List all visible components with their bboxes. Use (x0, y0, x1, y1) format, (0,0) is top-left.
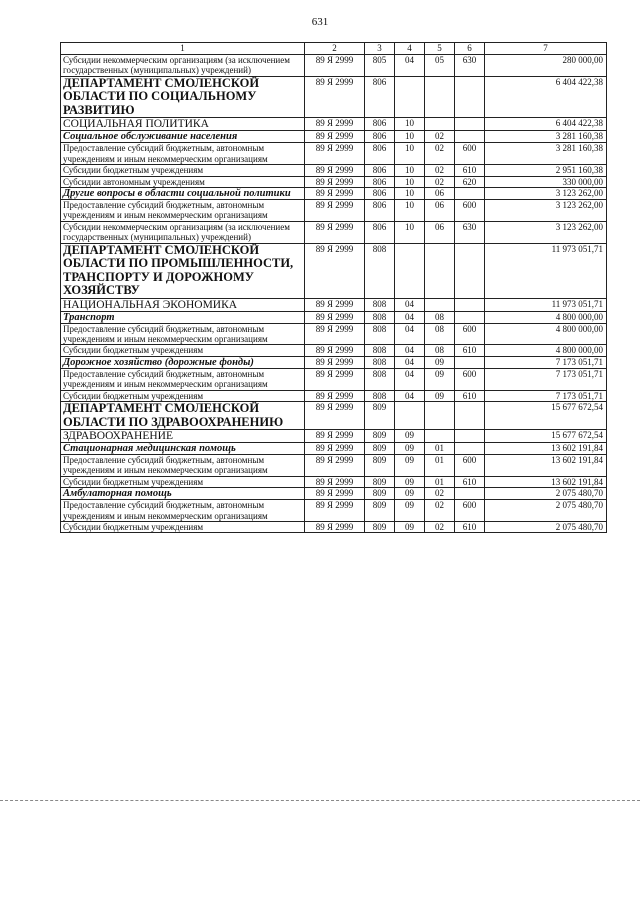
table-row (61, 176, 607, 187)
row-csr-cell: 89 Я 2999 (305, 356, 365, 368)
row-name-cell: ДЕПАРТАМЕНТ СМОЛЕНСКОЙ ОБЛАСТИ ПО СОЦИАЛЬНОМУ РАЗВИТИЮ (61, 76, 305, 118)
row-grbs-cell: 809 (365, 443, 395, 455)
row-csr-cell: 89 Я 2999 (305, 488, 365, 500)
table-row (61, 298, 607, 311)
row-vr-cell: 600 (455, 455, 485, 477)
row-name-cell: Предоставление субсидий бюджетным, автономным учреждениям и иным некоммерческим организациям (61, 323, 305, 345)
row-grbs-cell: 809 (365, 476, 395, 487)
row-pr-cell (425, 76, 455, 118)
row-vr-cell (455, 243, 485, 298)
row-amount-cell: 7 173 051,71 (485, 390, 607, 401)
row-rz-cell: 09 (395, 500, 425, 522)
row-csr-cell: 89 Я 2999 (305, 522, 365, 533)
row-csr-cell: 89 Я 2999 (305, 345, 365, 356)
row-rz-cell: 09 (395, 443, 425, 455)
row-vr-cell: 600 (455, 368, 485, 390)
header-cell: 6 (455, 43, 485, 55)
row-vr-cell (455, 131, 485, 143)
row-amount-cell: 2 951 160,38 (485, 165, 607, 176)
row-csr-cell: 89 Я 2999 (305, 131, 365, 143)
row-csr-cell: 89 Я 2999 (305, 455, 365, 477)
header-cell: 3 (365, 43, 395, 55)
row-rz-cell: 09 (395, 430, 425, 443)
row-amount-cell: 7 173 051,71 (485, 356, 607, 368)
row-amount-cell: 3 281 160,38 (485, 143, 607, 165)
row-name-cell: Субсидии бюджетным учреждениям (61, 390, 305, 401)
table-row (61, 76, 607, 118)
row-vr-cell: 610 (455, 165, 485, 176)
row-name-cell: Амбулаторная помощь (61, 488, 305, 500)
row-grbs-cell: 809 (365, 402, 395, 430)
row-grbs-cell: 808 (365, 368, 395, 390)
row-amount-cell: 15 677 672,54 (485, 430, 607, 443)
row-grbs-cell: 806 (365, 176, 395, 187)
header-cell: 7 (485, 43, 607, 55)
row-grbs-cell: 808 (365, 323, 395, 345)
row-amount-cell: 4 800 000,00 (485, 311, 607, 323)
row-pr-cell (425, 243, 455, 298)
row-amount-cell: 4 800 000,00 (485, 323, 607, 345)
table-row (61, 187, 607, 199)
row-pr-cell: 02 (425, 143, 455, 165)
row-amount-cell: 6 404 422,38 (485, 118, 607, 131)
row-pr-cell: 06 (425, 199, 455, 221)
row-name-cell: Субсидии некоммерческим организациям (за исключением государственных (муниципальных) учреждений) (61, 221, 305, 243)
row-vr-cell: 610 (455, 345, 485, 356)
row-vr-cell: 620 (455, 176, 485, 187)
row-name-cell: Дорожное хозяйство (дорожные фонды) (61, 356, 305, 368)
row-vr-cell (455, 298, 485, 311)
table-row (61, 390, 607, 401)
row-pr-cell: 02 (425, 176, 455, 187)
table-row (61, 500, 607, 522)
row-csr-cell: 89 Я 2999 (305, 143, 365, 165)
row-grbs-cell: 806 (365, 131, 395, 143)
row-grbs-cell: 806 (365, 187, 395, 199)
row-csr-cell: 89 Я 2999 (305, 76, 365, 118)
table-row (61, 165, 607, 176)
row-vr-cell (455, 430, 485, 443)
row-grbs-cell: 806 (365, 221, 395, 243)
row-name-cell: Предоставление субсидий бюджетным, автономным учреждениям и иным некоммерческим организациям (61, 199, 305, 221)
table-row (61, 476, 607, 487)
row-name-cell: Стационарная медицинская помощь (61, 443, 305, 455)
table-row (61, 323, 607, 345)
row-grbs-cell: 808 (365, 390, 395, 401)
row-name-cell: ЗДРАВООХРАНЕНИЕ (61, 430, 305, 443)
row-vr-cell (455, 187, 485, 199)
row-csr-cell: 89 Я 2999 (305, 118, 365, 131)
row-csr-cell: 89 Я 2999 (305, 176, 365, 187)
budget-table (60, 42, 607, 533)
row-grbs-cell: 806 (365, 165, 395, 176)
row-amount-cell: 280 000,00 (485, 55, 607, 77)
row-pr-cell (425, 402, 455, 430)
row-csr-cell: 89 Я 2999 (305, 368, 365, 390)
row-name-cell: Субсидии бюджетным учреждениям (61, 345, 305, 356)
row-pr-cell: 09 (425, 390, 455, 401)
row-pr-cell: 01 (425, 455, 455, 477)
row-amount-cell: 3 123 262,00 (485, 221, 607, 243)
row-csr-cell: 89 Я 2999 (305, 443, 365, 455)
header-cell: 4 (395, 43, 425, 55)
row-amount-cell: 11 973 051,71 (485, 243, 607, 298)
table-row (61, 131, 607, 143)
row-amount-cell: 2 075 480,70 (485, 522, 607, 533)
table-row (61, 55, 607, 77)
row-amount-cell: 15 677 672,54 (485, 402, 607, 430)
row-rz-cell: 09 (395, 522, 425, 533)
row-amount-cell: 3 281 160,38 (485, 131, 607, 143)
row-pr-cell (425, 430, 455, 443)
row-csr-cell: 89 Я 2999 (305, 390, 365, 401)
row-vr-cell: 600 (455, 143, 485, 165)
row-rz-cell: 10 (395, 165, 425, 176)
row-amount-cell: 330 000,00 (485, 176, 607, 187)
row-rz-cell: 04 (395, 323, 425, 345)
row-vr-cell (455, 443, 485, 455)
row-amount-cell: 3 123 262,00 (485, 199, 607, 221)
header-cell: 2 (305, 43, 365, 55)
table-row (61, 488, 607, 500)
row-name-cell: СОЦИАЛЬНАЯ ПОЛИТИКА (61, 118, 305, 131)
page-number: 631 (311, 16, 329, 28)
row-csr-cell: 89 Я 2999 (305, 298, 365, 311)
row-name-cell: Другие вопросы в области социальной политики (61, 187, 305, 199)
table-row (61, 455, 607, 477)
row-rz-cell: 09 (395, 476, 425, 487)
row-amount-cell: 2 075 480,70 (485, 500, 607, 522)
table-row (61, 243, 607, 298)
row-csr-cell: 89 Я 2999 (305, 311, 365, 323)
header-cell: 5 (425, 43, 455, 55)
row-name-cell: Социальное обслуживание населения (61, 131, 305, 143)
row-pr-cell: 06 (425, 187, 455, 199)
table-row (61, 345, 607, 356)
table-row (61, 199, 607, 221)
table-row (61, 311, 607, 323)
row-name-cell: Предоставление субсидий бюджетным, автономным учреждениям и иным некоммерческим организациям (61, 368, 305, 390)
row-rz-cell: 09 (395, 488, 425, 500)
row-grbs-cell: 808 (365, 311, 395, 323)
row-csr-cell: 89 Я 2999 (305, 402, 365, 430)
row-pr-cell: 08 (425, 323, 455, 345)
row-vr-cell: 610 (455, 390, 485, 401)
row-vr-cell: 600 (455, 500, 485, 522)
row-amount-cell: 3 123 262,00 (485, 187, 607, 199)
row-vr-cell: 630 (455, 55, 485, 77)
row-amount-cell: 11 973 051,71 (485, 298, 607, 311)
row-rz-cell (395, 243, 425, 298)
row-vr-cell (455, 402, 485, 430)
table-row (61, 430, 607, 443)
row-vr-cell (455, 76, 485, 118)
row-grbs-cell: 809 (365, 455, 395, 477)
row-rz-cell: 04 (395, 356, 425, 368)
table-row (61, 221, 607, 243)
row-rz-cell: 04 (395, 345, 425, 356)
row-rz-cell: 09 (395, 455, 425, 477)
row-rz-cell: 04 (395, 55, 425, 77)
row-rz-cell: 10 (395, 199, 425, 221)
row-csr-cell: 89 Я 2999 (305, 221, 365, 243)
row-name-cell: Субсидии автономным учреждениям (61, 176, 305, 187)
row-rz-cell: 04 (395, 311, 425, 323)
row-grbs-cell: 806 (365, 118, 395, 131)
row-csr-cell: 89 Я 2999 (305, 165, 365, 176)
row-grbs-cell: 806 (365, 143, 395, 165)
row-amount-cell: 13 602 191,84 (485, 443, 607, 455)
header-cell: 1 (61, 43, 305, 55)
row-csr-cell: 89 Я 2999 (305, 199, 365, 221)
row-amount-cell: 4 800 000,00 (485, 345, 607, 356)
table-row (61, 522, 607, 533)
row-name-cell: Предоставление субсидий бюджетным, автономным учреждениям и иным некоммерческим организациям (61, 455, 305, 477)
row-rz-cell: 10 (395, 118, 425, 131)
row-pr-cell: 02 (425, 131, 455, 143)
row-pr-cell: 09 (425, 356, 455, 368)
row-pr-cell: 06 (425, 221, 455, 243)
row-amount-cell: 13 602 191,84 (485, 455, 607, 477)
row-amount-cell: 7 173 051,71 (485, 368, 607, 390)
row-grbs-cell: 808 (365, 298, 395, 311)
row-name-cell: ДЕПАРТАМЕНТ СМОЛЕНСКОЙ ОБЛАСТИ ПО ПРОМЫШЛЕННОСТИ, ТРАНСПОРТУ И ДОРОЖНОМУ ХОЗЯЙСТВУ (61, 243, 305, 298)
row-rz-cell (395, 402, 425, 430)
row-amount-cell: 2 075 480,70 (485, 488, 607, 500)
row-rz-cell: 04 (395, 298, 425, 311)
row-name-cell: Предоставление субсидий бюджетным, автономным учреждениям и иным некоммерческим организациям (61, 143, 305, 165)
row-vr-cell (455, 311, 485, 323)
row-pr-cell: 05 (425, 55, 455, 77)
row-pr-cell: 02 (425, 500, 455, 522)
table-header-row (61, 43, 607, 55)
row-csr-cell: 89 Я 2999 (305, 323, 365, 345)
row-csr-cell: 89 Я 2999 (305, 500, 365, 522)
row-rz-cell: 10 (395, 131, 425, 143)
row-name-cell: Транспорт (61, 311, 305, 323)
row-vr-cell: 630 (455, 221, 485, 243)
row-pr-cell: 09 (425, 368, 455, 390)
row-grbs-cell: 805 (365, 55, 395, 77)
table-row (61, 118, 607, 131)
row-csr-cell: 89 Я 2999 (305, 476, 365, 487)
row-amount-cell: 13 602 191,84 (485, 476, 607, 487)
row-name-cell: Субсидии бюджетным учреждениям (61, 165, 305, 176)
row-name-cell: НАЦИОНАЛЬНАЯ ЭКОНОМИКА (61, 298, 305, 311)
row-rz-cell: 04 (395, 390, 425, 401)
table-row (61, 356, 607, 368)
row-pr-cell: 02 (425, 165, 455, 176)
table-row (61, 443, 607, 455)
row-grbs-cell: 808 (365, 356, 395, 368)
row-csr-cell: 89 Я 2999 (305, 187, 365, 199)
row-grbs-cell: 809 (365, 430, 395, 443)
row-pr-cell: 08 (425, 345, 455, 356)
row-grbs-cell: 806 (365, 199, 395, 221)
row-grbs-cell: 809 (365, 522, 395, 533)
row-rz-cell: 10 (395, 221, 425, 243)
table-row (61, 143, 607, 165)
row-name-cell: Субсидии бюджетным учреждениям (61, 476, 305, 487)
row-vr-cell: 600 (455, 199, 485, 221)
row-vr-cell (455, 488, 485, 500)
row-name-cell: Предоставление субсидий бюджетным, автономным учреждениям и иным некоммерческим организациям (61, 500, 305, 522)
row-csr-cell: 89 Я 2999 (305, 430, 365, 443)
row-grbs-cell: 806 (365, 76, 395, 118)
row-rz-cell: 10 (395, 187, 425, 199)
row-amount-cell: 6 404 422,38 (485, 76, 607, 118)
row-rz-cell: 10 (395, 176, 425, 187)
row-rz-cell: 10 (395, 143, 425, 165)
row-name-cell: Субсидии бюджетным учреждениям (61, 522, 305, 533)
row-pr-cell: 08 (425, 311, 455, 323)
row-csr-cell: 89 Я 2999 (305, 55, 365, 77)
row-grbs-cell: 808 (365, 243, 395, 298)
row-vr-cell (455, 118, 485, 131)
row-rz-cell: 04 (395, 368, 425, 390)
row-pr-cell: 02 (425, 488, 455, 500)
row-pr-cell: 01 (425, 476, 455, 487)
row-grbs-cell: 808 (365, 345, 395, 356)
row-pr-cell (425, 118, 455, 131)
row-pr-cell: 01 (425, 443, 455, 455)
row-grbs-cell: 809 (365, 500, 395, 522)
row-vr-cell: 600 (455, 323, 485, 345)
row-name-cell: ДЕПАРТАМЕНТ СМОЛЕНСКОЙ ОБЛАСТИ ПО ЗДРАВООХРАНЕНИЮ (61, 402, 305, 430)
table-row (61, 402, 607, 430)
row-pr-cell (425, 298, 455, 311)
row-vr-cell (455, 356, 485, 368)
row-pr-cell: 02 (425, 522, 455, 533)
row-name-cell: Субсидии некоммерческим организациям (за исключением государственных (муниципальных) учреждений) (61, 55, 305, 77)
scan-dash-line (0, 800, 640, 801)
row-vr-cell: 610 (455, 522, 485, 533)
row-grbs-cell: 809 (365, 488, 395, 500)
row-csr-cell: 89 Я 2999 (305, 243, 365, 298)
row-vr-cell: 610 (455, 476, 485, 487)
table-row (61, 368, 607, 390)
row-rz-cell (395, 76, 425, 118)
